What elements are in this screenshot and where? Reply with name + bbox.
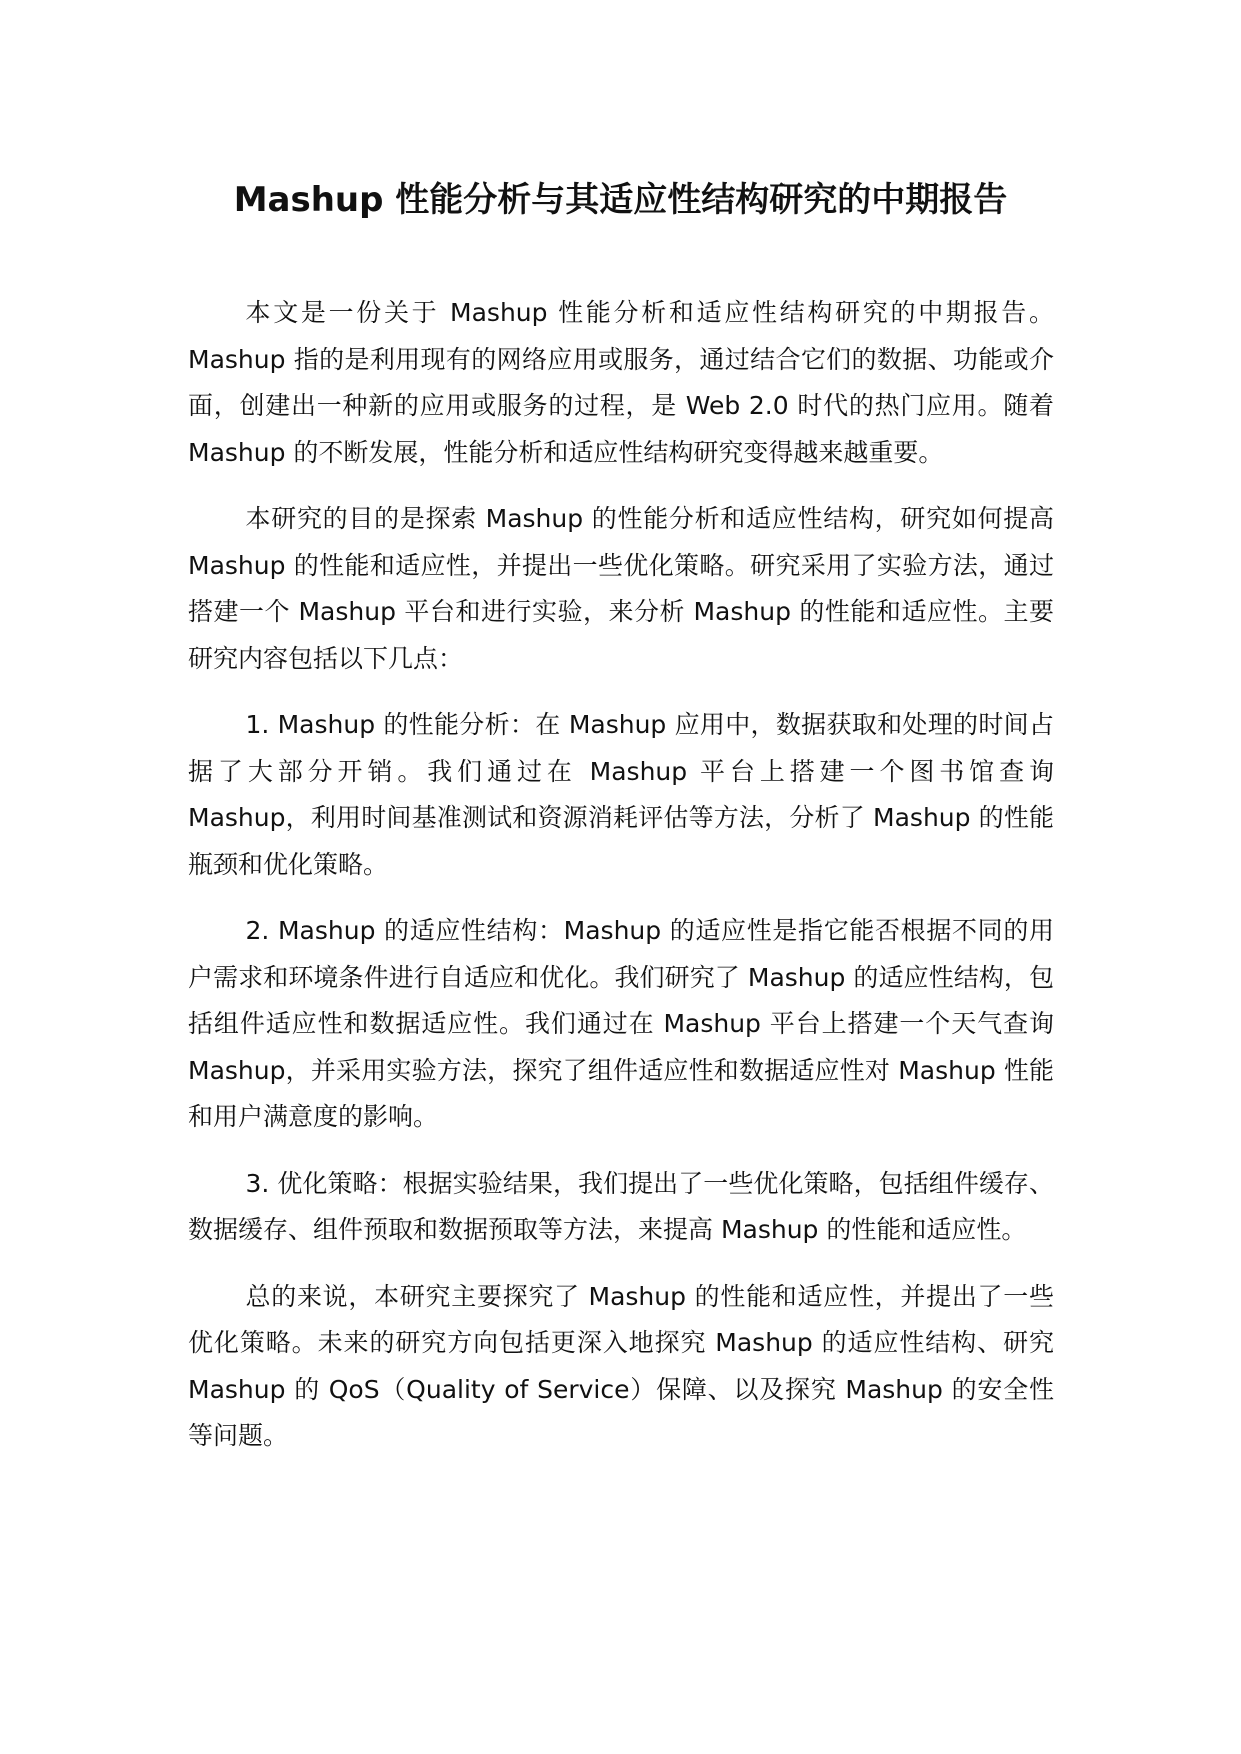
paragraph-conclusion: 总的来说，本研究主要探究了 Mashup 的性能和适应性，并提出了一些优化策略。未来的研究方向包括更深入地探究 Mashup 的适应性结构、研究 Mashup 的 QoS（Quality of Service）保障、以及探究 Mashup 的安全性等问题。 [188,1281,1054,1450]
paragraph-point-3: 3. 优化策略：根据实验结果，我们提出了一些优化策略，包括组件缓存、数据缓存、组件预取和数据预取等方法，来提高 Mashup 的性能和适应性。 [188,1168,1054,1244]
paragraph-point-2: 2. Mashup 的适应性结构：Mashup 的适应性是指它能否根据不同的用户需求和环境条件进行自适应和优化。我们研究了 Mashup 的适应性结构，包括组件适应性和数据适应性。我们通过在 Mashup 平台上搭建一个天气查询 Mashup，并采用实验方法，探究了组件适应性和数据适应性对 Mashup 性能和用户满意度的影响。 [188,916,1054,1131]
paragraph-purpose: 本研究的目的是探索 Mashup 的性能分析和适应性结构，研究如何提高 Mashup 的性能和适应性，并提出一些优化策略。研究采用了实验方法，通过搭建一个 Mashup 平台和进行实验，来分析 Mashup 的性能和适应性。主要研究内容包括以下几点： [188,504,1054,673]
paragraph-intro: 本文是一份关于 Mashup 性能分析和适应性结构研究的中期报告。Mashup 指的是利用现有的网络应用或服务，通过结合它们的数据、功能或介面，创建出一种新的应用或服务的过程，是 Web 2.0 时代的热门应用。随着 Mashup 的不断发展，性能分析和适应性结构研究变得越来越重要。 [188,298,1054,467]
document-title: Mashup 性能分析与其适应性结构研究的中期报告 [233,180,1008,220]
paragraph-point-1: 1. Mashup 的性能分析：在 Mashup 应用中，数据获取和处理的时间占据了大部分开销。我们通过在 Mashup 平台上搭建一个图书馆查询 Mashup，利用时间基准测试和资源消耗评估等方法，分析了 Mashup 的性能瓶颈和优化策略。 [188,710,1054,879]
document-body [188,290,1054,1480]
